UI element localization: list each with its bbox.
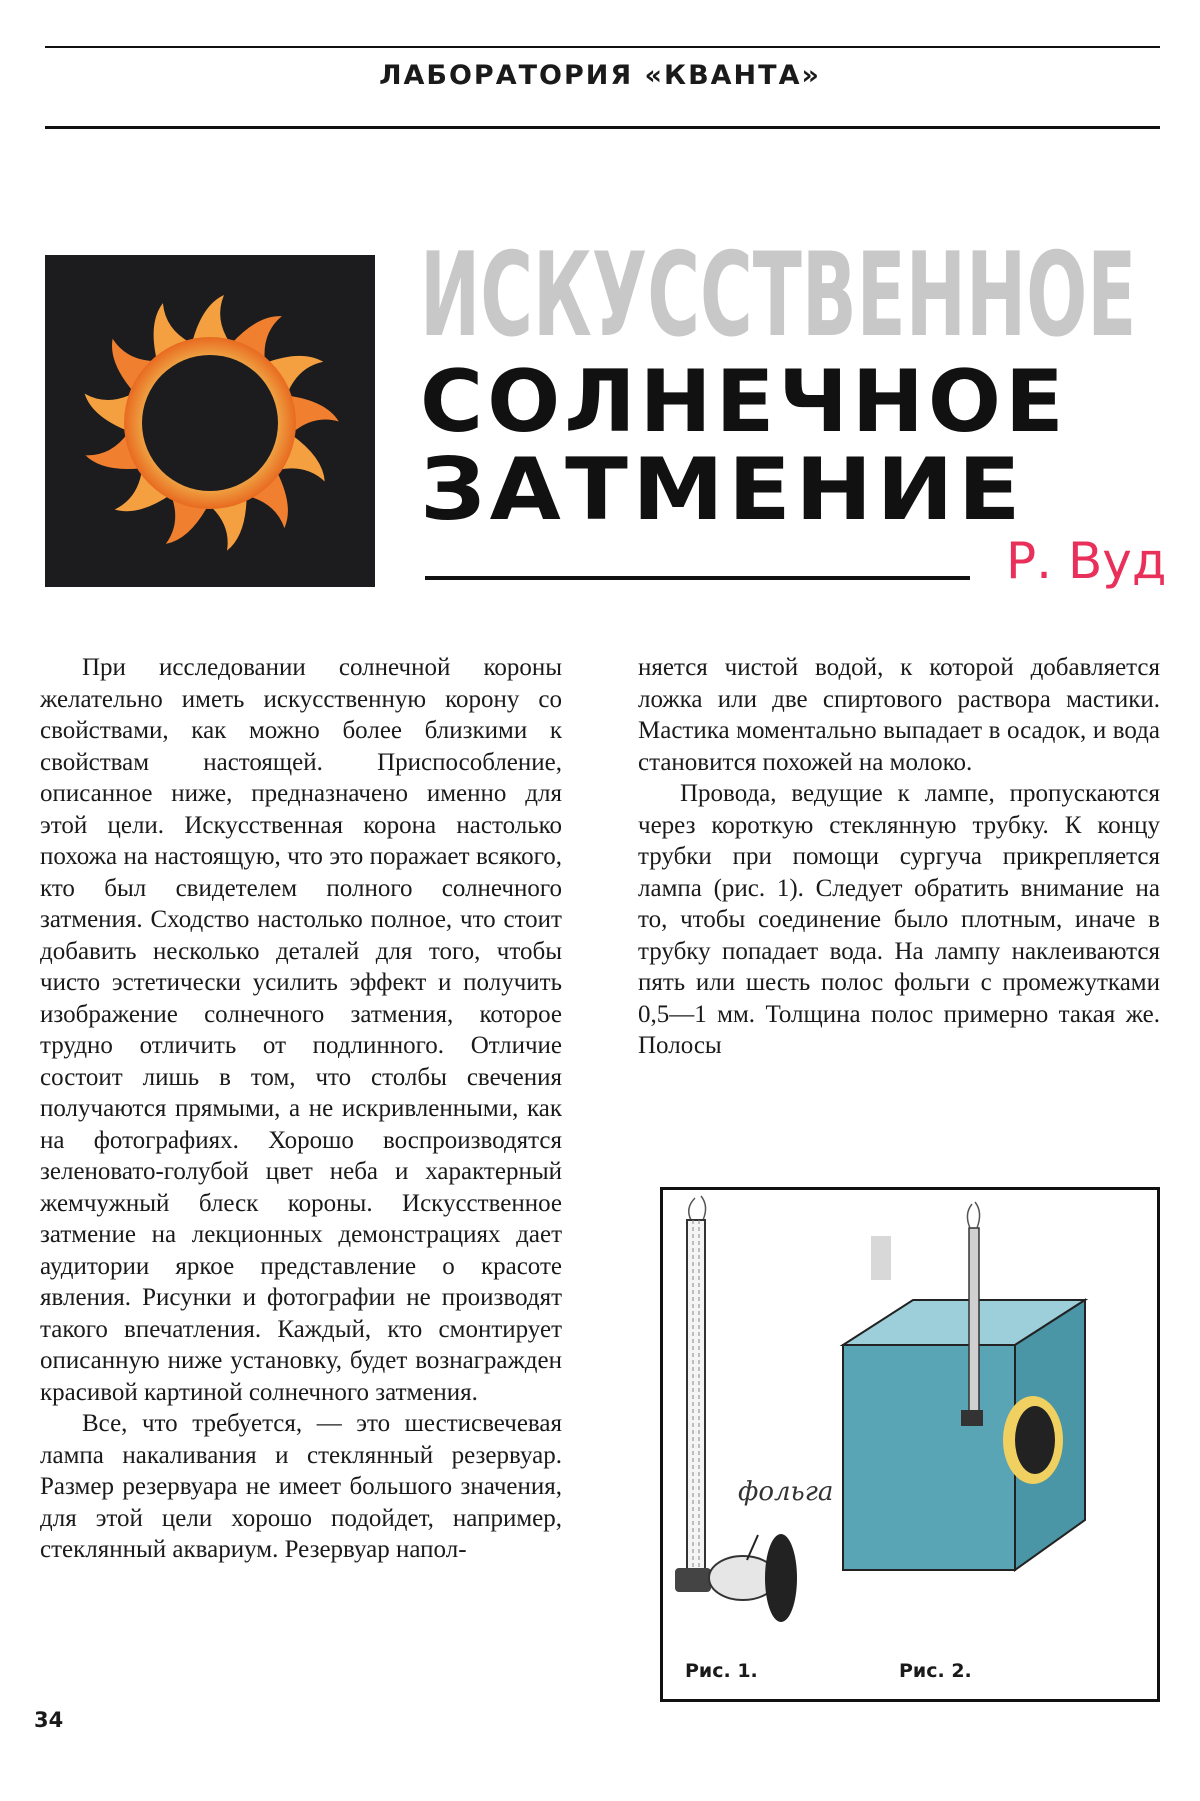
figure-caption-2: Рис. 2. — [899, 1660, 972, 1682]
author-rule — [425, 576, 970, 580]
header-top-rule — [45, 46, 1160, 48]
eclipse-corona-icon — [45, 255, 375, 587]
right-paragraph-1: няется чистой водой, к которой добавляется ложка или две спиртового раствора мастики. Мастика моментально выпадает в осадок, и вода становится похожей на молоко. — [638, 654, 1160, 776]
left-paragraph-2: Все, что требуется, — это шестисвечевая лампа накаливания и стеклянный резервуар. Размер резервуара не имеет большого значения, для этой цели хорошо подойдет, например, стеклянный аквариум. Резервуар напол- — [40, 1410, 562, 1563]
right-paragraph-2: Провода, ведущие к лампе, пропускаются через короткую стеклянную трубку. К концу трубки при помощи сургуча прикрепляется лампа (рис. 1). Следует обратить внимание на то, чтобы соединение было плотным, иначе в трубку попадает вода. На лампу наклеиваются пять или шесть полос фольги с промежутками 0,5—1 мм. Толщина полос примерно такая же. Полосы — [638, 780, 1160, 1059]
page-number: 34 — [34, 1708, 64, 1732]
title-line-3: ЗАТМЕНИЕ — [420, 440, 1025, 540]
eclipse-illustration — [45, 255, 375, 587]
figure-box — [660, 1187, 1160, 1702]
title-line-1: ИСКУССТВЕННОЕ — [420, 228, 1137, 363]
section-title: ЛАБОРАТОРИЯ «КВАНТА» — [379, 60, 821, 91]
tube-lamp-icon — [675, 1196, 797, 1622]
foil-label: фольга — [738, 1477, 834, 1507]
apparatus-diagram — [663, 1190, 1157, 1699]
header-bottom-rule — [45, 126, 1160, 129]
right-column — [638, 652, 1160, 1062]
figure-caption-1: Рис. 1. — [685, 1660, 758, 1682]
left-column — [40, 652, 562, 1566]
author-name: Р. Вуд — [1006, 532, 1167, 590]
title-line-2: СОЛНЕЧНОЕ — [420, 352, 1068, 452]
aquarium-icon — [843, 1202, 1085, 1570]
left-paragraph-1: При исследовании солнечной короны желательно иметь искусственную корону со свойствами, как можно более близкими к свойствам настоящей. Приспособление, описанное ниже, предназначено именно для этой цели. Искусственная корона настолько похожа на настоящую, что это поражает всякого, кто был свидетелем полного солнечного затмения. Сходство настолько полное, что стоит добавить несколько деталей для того, чтобы чисто эстетически усилить эффект и получить изображение солнечного затмения, которое трудно отличить от подлинного. Отличие состоит лишь в том, что столбы свечения получаются прямыми, а не искривленными, как на фотографиях. Хорошо воспроизводятся зеленовато-голубой цвет неба и характерный жемчужный блеск короны. Искусственное затмение на лекционных демонстрациях дает аудитории яркое представление о красоте явления. Рисунки и фотографии не производят такого впечатления. Каждый, кто смонтирует описанную ниже установку, будет вознагражден красивой картиной солнечного затмения. — [40, 654, 562, 1406]
